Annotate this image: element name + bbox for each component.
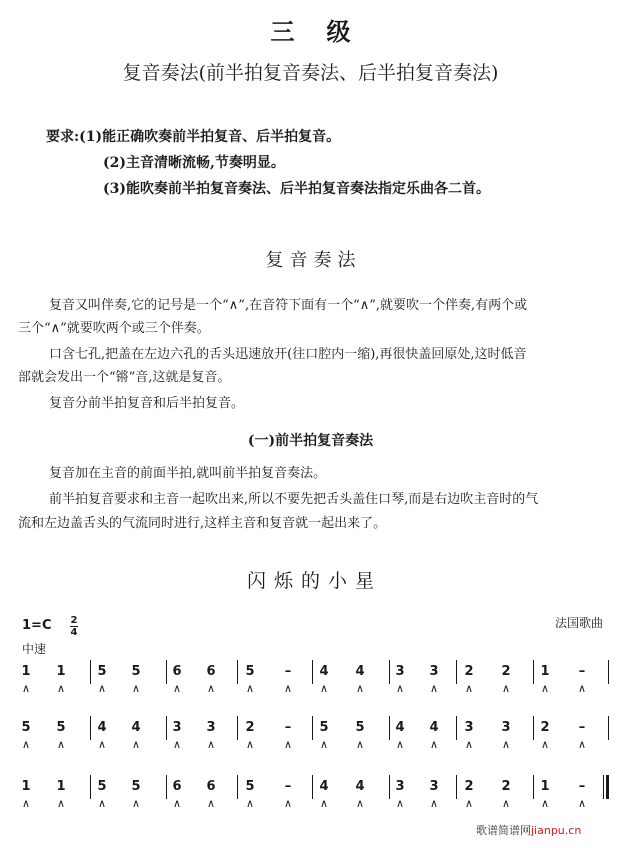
requirement-item-3: (3)能吹奏前半拍复音奏法、后半拍复音奏法指定乐曲各二首。 (103, 181, 490, 197)
score-note: 2 (464, 664, 474, 679)
score-note: 3 (395, 664, 405, 679)
paragraph-line: 口含七孔,把盖在左边六孔的舌头迅速放开(往口腔内一缩),再很快盖回原处,这时低音 (49, 347, 527, 362)
score-note: 4 (355, 664, 365, 679)
bar-line (90, 660, 91, 684)
score-line-2 (0, 720, 621, 760)
score-note: 3 (464, 720, 474, 735)
page-subtitle: 复音奏法(前半拍复音奏法、后半拍复音奏法) (122, 62, 499, 84)
score-note: 6 (206, 779, 216, 794)
score-note: 5 (131, 664, 141, 679)
accompaniment-mark: ∧ (172, 797, 182, 810)
score-note: 2 (245, 720, 255, 735)
bar-line (608, 716, 609, 740)
accompaniment-mark: ∧ (355, 797, 365, 810)
score-note: – (284, 779, 292, 794)
accompaniment-mark: ∧ (131, 797, 141, 810)
score-note: 4 (429, 720, 439, 735)
accompaniment-mark: ∧ (395, 797, 405, 810)
bar-line (389, 775, 390, 799)
accompaniment-mark: ∧ (172, 738, 182, 751)
bar-line (237, 660, 238, 684)
paragraph-line: 复音又叫伴奏,它的记号是一个“∧”,在音符下面有一个“∧”,就要吹一个伴奏,有两个或 (49, 298, 528, 313)
paragraph-line: 复音分前半拍复音和后半拍复音。 (49, 396, 245, 411)
accompaniment-mark: ∧ (540, 738, 550, 751)
paragraph-line: 流和左边盖舌头的气流同时进行,这样主音和复音就一起出来了。 (18, 516, 387, 531)
accompaniment-mark: ∧ (355, 738, 365, 751)
score-note: 3 (429, 779, 439, 794)
score-note: 1 (540, 779, 550, 794)
watermark-site-name: 歌谱简谱网 (476, 824, 531, 837)
accompaniment-mark: ∧ (319, 797, 329, 810)
bar-line (237, 775, 238, 799)
accompaniment-mark: ∧ (577, 682, 587, 695)
score-note: 1 (21, 779, 31, 794)
accompaniment-mark: ∧ (97, 797, 107, 810)
final-bar-line (606, 775, 609, 799)
score-note: 5 (131, 779, 141, 794)
accompaniment-mark: ∧ (56, 682, 66, 695)
song-title: 闪烁的小星 (246, 570, 382, 592)
bar-line (166, 660, 167, 684)
accompaniment-mark: ∧ (395, 682, 405, 695)
section-title: 复音奏法 (265, 250, 362, 271)
bar-line (456, 660, 457, 684)
score-note: 4 (131, 720, 141, 735)
requirement-item-1: (1)能正确吹奏前半拍复音、后半拍复音。 (79, 129, 341, 145)
score-note: – (284, 720, 292, 735)
score-note: 5 (245, 664, 255, 679)
score-line-1 (0, 664, 621, 704)
key-signature: 1=C (22, 618, 52, 633)
accompaniment-mark: ∧ (501, 797, 511, 810)
accompaniment-mark: ∧ (21, 738, 31, 751)
watermark-site-url: jianpu.cn (531, 824, 582, 837)
tempo-marking: 中速 (22, 642, 47, 656)
paragraph-line: 前半拍复音要求和主音一起吹出来,所以不要先把舌头盖住口琴,而是右边吹主音时的气 (49, 492, 539, 507)
accompaniment-mark: ∧ (206, 797, 216, 810)
score-note: – (578, 720, 586, 735)
bar-line (603, 775, 604, 799)
score-note: – (578, 664, 586, 679)
accompaniment-mark: ∧ (429, 682, 439, 695)
score-note: – (284, 664, 292, 679)
accompaniment-mark: ∧ (283, 738, 293, 751)
score-note: 4 (319, 664, 329, 679)
accompaniment-mark: ∧ (21, 682, 31, 695)
score-note: 6 (172, 779, 182, 794)
accompaniment-mark: ∧ (56, 797, 66, 810)
accompaniment-mark: ∧ (131, 738, 141, 751)
bar-line (389, 716, 390, 740)
bar-line (608, 660, 609, 684)
requirement-item-2: (2)主音清晰流畅,节奏明显。 (103, 155, 285, 171)
score-note: 5 (245, 779, 255, 794)
score-note: 2 (501, 779, 511, 794)
bar-line (533, 716, 534, 740)
accompaniment-mark: ∧ (56, 738, 66, 751)
score-note: 5 (319, 720, 329, 735)
accompaniment-mark: ∧ (577, 797, 587, 810)
accompaniment-mark: ∧ (577, 738, 587, 751)
accompaniment-mark: ∧ (206, 682, 216, 695)
bar-line (389, 660, 390, 684)
paragraph-line: 三个“∧”就要吹两个或三个伴奏。 (18, 321, 210, 336)
score-note: 2 (501, 664, 511, 679)
bar-line (90, 775, 91, 799)
score-note: 5 (355, 720, 365, 735)
accompaniment-mark: ∧ (429, 797, 439, 810)
accompaniment-mark: ∧ (97, 682, 107, 695)
accompaniment-mark: ∧ (97, 738, 107, 751)
bar-line (312, 716, 313, 740)
song-origin: 法国歌曲 (555, 616, 604, 630)
bar-line (533, 660, 534, 684)
time-signature-top: 2 (70, 615, 78, 626)
time-signature (70, 616, 78, 637)
paragraph-line: 复音加在主音的前面半拍,就叫前半拍复音奏法。 (49, 466, 327, 481)
accompaniment-mark: ∧ (283, 682, 293, 695)
score-note: 1 (21, 664, 31, 679)
bar-line (312, 660, 313, 684)
accompaniment-mark: ∧ (501, 738, 511, 751)
bar-line (90, 716, 91, 740)
accompaniment-mark: ∧ (319, 738, 329, 751)
score-note: 2 (464, 779, 474, 794)
accompaniment-mark: ∧ (464, 738, 474, 751)
requirements-line-1 (46, 126, 340, 146)
accompaniment-mark: ∧ (395, 738, 405, 751)
accompaniment-mark: ∧ (21, 797, 31, 810)
score-note: 1 (56, 779, 66, 794)
score-note: 5 (97, 664, 107, 679)
score-note: 3 (206, 720, 216, 735)
score-note: 4 (319, 779, 329, 794)
score-note: 4 (395, 720, 405, 735)
score-note: 6 (206, 664, 216, 679)
accompaniment-mark: ∧ (245, 738, 255, 751)
accompaniment-mark: ∧ (206, 738, 216, 751)
bar-line (237, 716, 238, 740)
score-note: 3 (395, 779, 405, 794)
score-note: 5 (97, 779, 107, 794)
score-note: 3 (501, 720, 511, 735)
level-title: 三级 (270, 17, 383, 46)
accompaniment-mark: ∧ (319, 682, 329, 695)
accompaniment-mark: ∧ (131, 682, 141, 695)
score-note: 5 (56, 720, 66, 735)
score-note: 1 (540, 664, 550, 679)
accompaniment-mark: ∧ (429, 738, 439, 751)
score-note: 6 (172, 664, 182, 679)
accompaniment-mark: ∧ (540, 797, 550, 810)
bar-line (456, 716, 457, 740)
watermark (476, 822, 581, 838)
score-note: 3 (429, 664, 439, 679)
bar-line (456, 775, 457, 799)
score-note: – (578, 779, 586, 794)
accompaniment-mark: ∧ (540, 682, 550, 695)
accompaniment-mark: ∧ (355, 682, 365, 695)
accompaniment-mark: ∧ (283, 797, 293, 810)
score-note: 2 (540, 720, 550, 735)
subsection-title: (一)前半拍复音奏法 (247, 433, 374, 449)
score-note: 3 (172, 720, 182, 735)
score-note: 4 (97, 720, 107, 735)
accompaniment-mark: ∧ (245, 682, 255, 695)
score-line-3 (0, 779, 621, 819)
requirements-label: 要求: (46, 129, 80, 145)
bar-line (312, 775, 313, 799)
paragraph-line: 部就会发出一个“锵”音,这就是复音。 (18, 370, 231, 385)
accompaniment-mark: ∧ (172, 682, 182, 695)
bar-line (533, 775, 534, 799)
accompaniment-mark: ∧ (245, 797, 255, 810)
accompaniment-mark: ∧ (464, 682, 474, 695)
score-note: 4 (355, 779, 365, 794)
score-note: 1 (56, 664, 66, 679)
bar-line (166, 775, 167, 799)
time-signature-bottom: 4 (70, 627, 78, 638)
accompaniment-mark: ∧ (501, 682, 511, 695)
score-note: 5 (21, 720, 31, 735)
bar-line (166, 716, 167, 740)
accompaniment-mark: ∧ (464, 797, 474, 810)
